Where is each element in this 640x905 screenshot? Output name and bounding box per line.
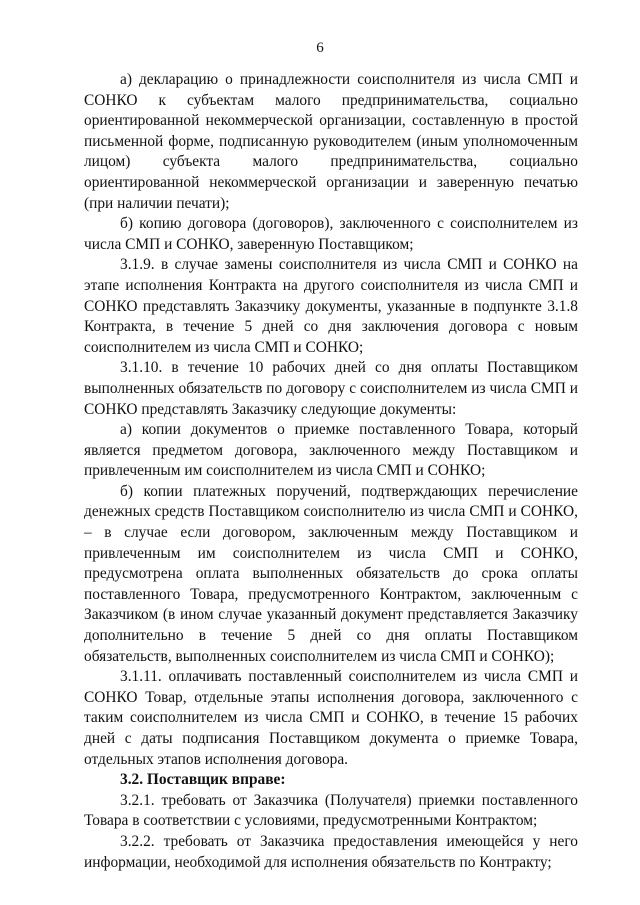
paragraph-3-2-1: 3.2.1. требовать от Заказчика (Получателя) приемки поставленного Товара в соответствии с условиями, предусмотренными Контрактом; bbox=[84, 791, 578, 830]
page-number: 6 bbox=[316, 40, 324, 56]
paragraph-3-1-8-a: а) декларацию о принадлежности соисполнителя из числа СМП и СОНКО к субъектам малого предпринимательства, социально ориентированной некоммерческой организации, составленную в простой письменной форме, подписанную руководителем (иным уполномоченным лицом) субъекта малого предпринимательства, социально ориентированной некоммерческой организации и заверенную печатью (при наличии печати); bbox=[84, 71, 578, 212]
paragraph-3-1-11: 3.1.11. оплачивать поставленный соисполнителем из числа СМП и СОНКО Товар, отдельные этапы исполнения договора, заключенного с таким соисполнителем из числа СМП и СОНКО, в течение 15 рабочих дней с даты подписания Поставщиком документа о приемке Товара, отдельных этапов исполнения договора. bbox=[84, 668, 578, 768]
section-heading-3-2: 3.2. Поставщик вправе: bbox=[120, 771, 286, 789]
paragraph-3-2-2: 3.2.2. требовать от Заказчика предоставления имеющейся у него информации, необходимой для исполнения обязательств по Контракту; bbox=[84, 832, 578, 871]
paragraph-3-1-9: 3.1.9. в случае замены соисполнителя из числа СМП и СОНКО на этапе исполнения Контракта на другого соисполнителя из числа СМП и СОНКО представлять Заказчику документы, указанные в подпункте 3.1.8 Контракта, в течение 5 дней со дня заключения договора с новым соисполнителем из числа СМП и СОНКО; bbox=[84, 256, 578, 356]
paragraph-3-1-10-b: б) копии платежных поручений, подтверждающих перечисление денежных средств Поставщиком соисполнителю из числа СМП и СОНКО, – в случае если договором, заключенным между Поставщиком и привлеченным им соисполнителем из числа СМП и СОНКО, предусмотрена оплата выполненных обязательств до срока оплаты поставленного Товара, предусмотренного Контрактом, заключенным с Заказчиком (в ином случае указанный документ представляется Заказчику дополнительно в течение 5 дней со дня оплаты Поставщиком обязательств, выполненных соисполнителем из числа СМП и СОНКО); bbox=[84, 482, 578, 665]
paragraph-3-1-10: 3.1.10. в течение 10 рабочих дней со дня оплаты Поставщиком выполненных обязательств по договору с соисполнителем из числа СМП и СОНКО представлять Заказчику следующие документы: bbox=[84, 359, 578, 418]
paragraph-3-1-8-b: б) копию договора (договоров), заключенного с соисполнителем из числа СМП и СОНКО, заверенную Поставщиком; bbox=[84, 215, 578, 253]
paragraph-3-1-10-a: а) копии документов о приемке поставленного Товара, который является предметом договора, заключенного между Поставщиком и привлеченным им соисполнителем из числа СМП и СОНКО; bbox=[84, 421, 578, 480]
document-body bbox=[84, 70, 578, 873]
